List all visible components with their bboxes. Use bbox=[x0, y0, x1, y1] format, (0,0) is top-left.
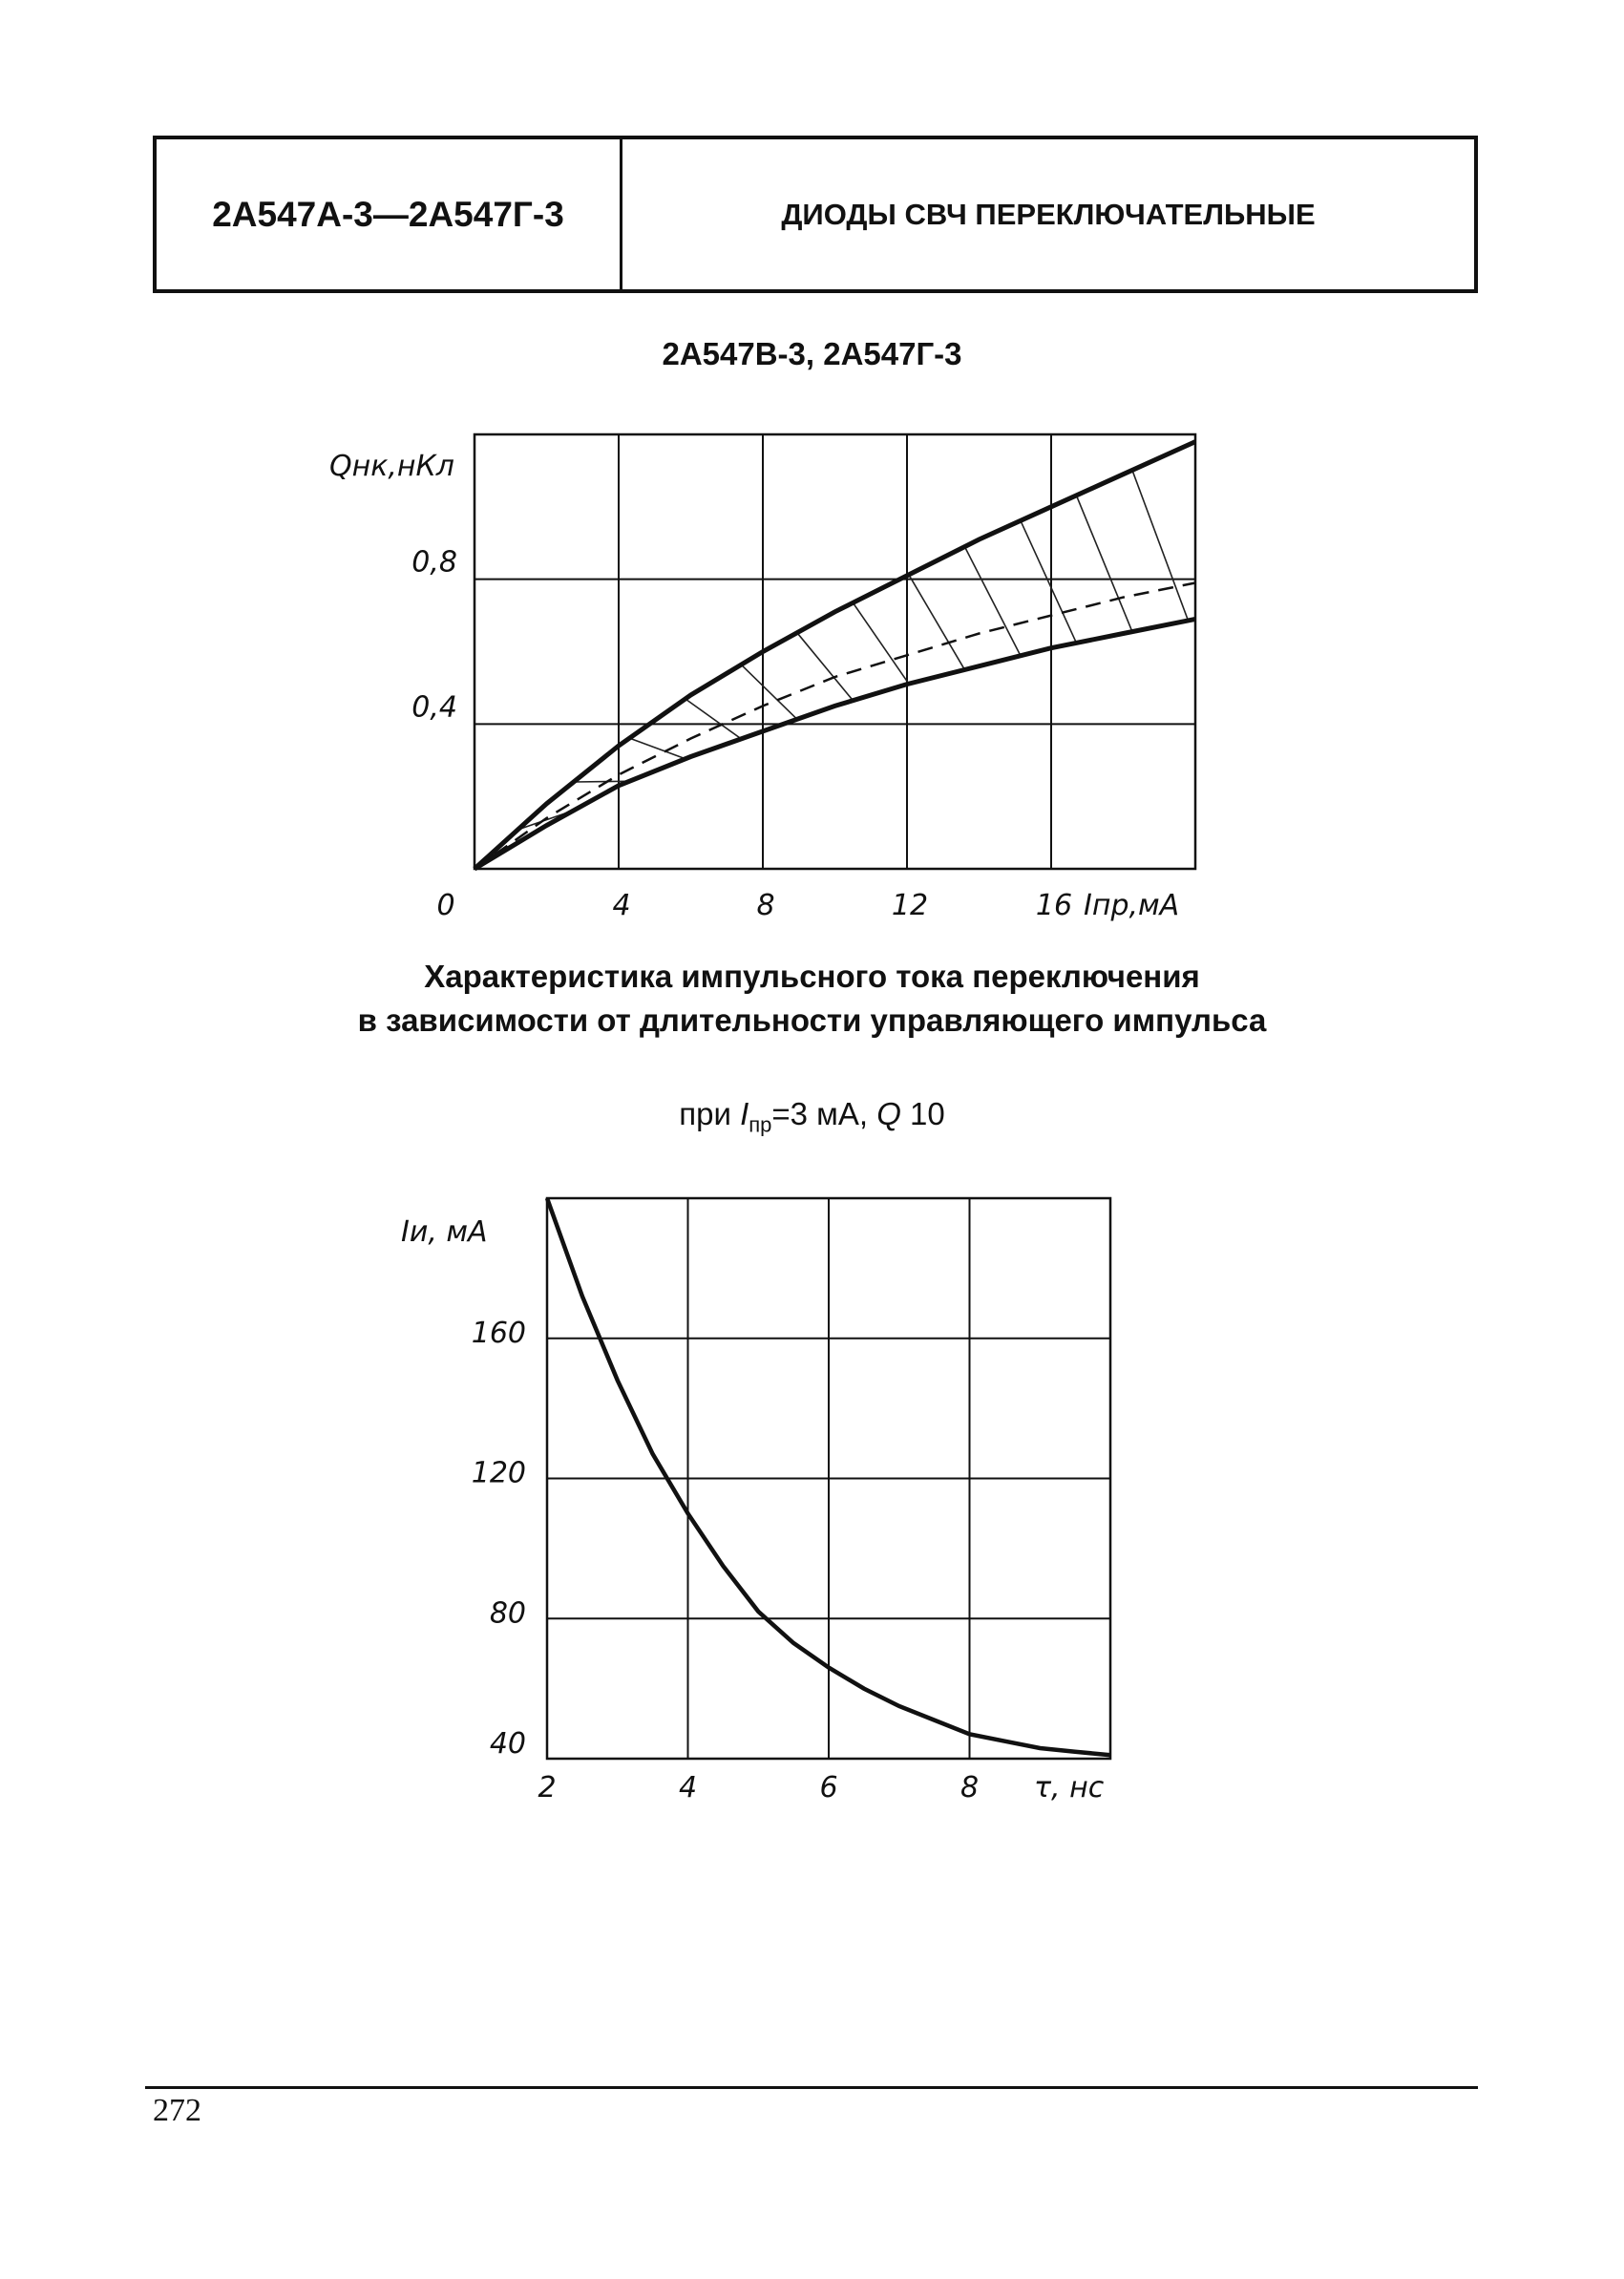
footer-rule bbox=[145, 2086, 1478, 2089]
y-axis-label: Qнк,нКл bbox=[329, 450, 454, 483]
chart1-subtitle: 2А547В-3, 2А547Г-3 bbox=[662, 336, 962, 371]
y-tick-label: 160 bbox=[471, 1316, 526, 1350]
y-tick-label: 0,4 bbox=[411, 690, 457, 725]
y-tick-label: 120 bbox=[471, 1456, 526, 1490]
x-tick-label: 16 bbox=[1035, 889, 1073, 922]
condition-q-value: 10 bbox=[900, 1096, 945, 1131]
caption-line-1: Характеристика импульсного тока переключения bbox=[424, 959, 1200, 994]
caption-line-2: в зависимости от длительности управляющего импульса bbox=[357, 1002, 1267, 1038]
header-title: ДИОДЫ СВЧ ПЕРЕКЛЮЧАТЕЛЬНЫЕ bbox=[781, 197, 1316, 231]
page-number: 272 bbox=[153, 2093, 201, 2128]
x-tick-label: 4 bbox=[612, 889, 631, 922]
x-axis-label: τ, нс bbox=[1034, 1771, 1105, 1804]
condition-prefix: при bbox=[679, 1096, 741, 1131]
condition-rest: =3 мА, bbox=[771, 1096, 877, 1131]
condition-q: Q bbox=[876, 1096, 901, 1131]
y-tick-label: 0,8 bbox=[411, 545, 457, 580]
x-tick-label: 0 bbox=[436, 889, 455, 922]
condition-sub: пр bbox=[749, 1112, 772, 1137]
x-axis-label: Iпр,мА bbox=[1084, 889, 1180, 922]
condition-var: I bbox=[740, 1096, 749, 1131]
x-tick-label: 4 bbox=[678, 1771, 698, 1804]
x-tick-label: 6 bbox=[819, 1771, 838, 1804]
x-tick-label: 12 bbox=[891, 889, 929, 922]
y-axis-label: Iи, мА bbox=[401, 1215, 488, 1249]
x-tick-label: 2 bbox=[538, 1771, 557, 1804]
x-tick-label: 8 bbox=[756, 889, 775, 922]
device-code: 2А547А-3—2А547Г-3 bbox=[157, 139, 622, 289]
y-tick-label: 40 bbox=[489, 1727, 526, 1761]
y-tick-label: 80 bbox=[489, 1596, 526, 1631]
x-tick-label: 8 bbox=[960, 1771, 980, 1804]
